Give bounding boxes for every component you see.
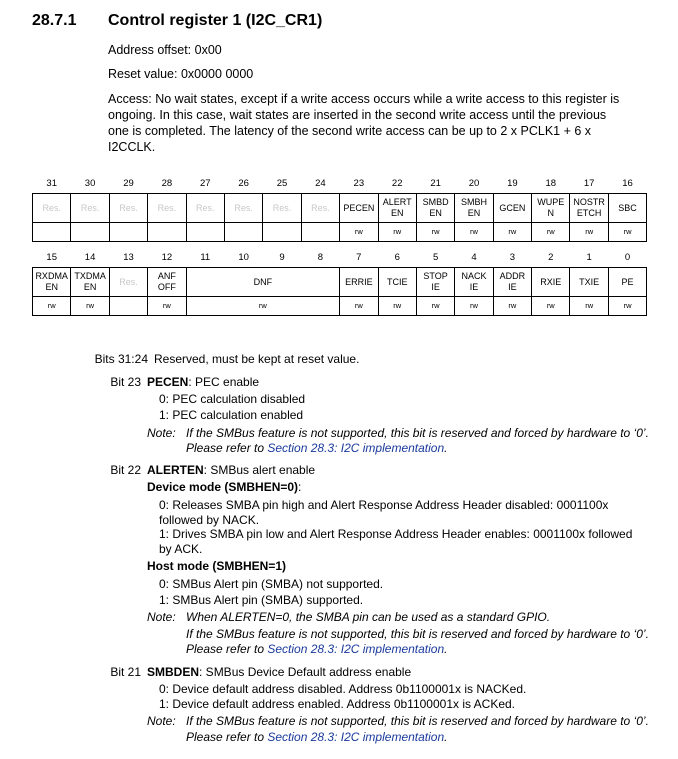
host-mode-label: Host mode (SMBHEN=1) bbox=[147, 559, 287, 573]
register-field bbox=[493, 268, 531, 297]
bit-number: 21 bbox=[430, 178, 441, 189]
access-type bbox=[263, 223, 301, 242]
field-name-line: IE bbox=[431, 282, 440, 292]
bit-number: 8 bbox=[317, 252, 324, 263]
bit-number: 30 bbox=[84, 178, 96, 189]
bit-number: 1 bbox=[586, 252, 592, 263]
bit-number: 2 bbox=[548, 252, 554, 263]
bit-option: followed by NACK. bbox=[159, 513, 260, 527]
bit-title: : PEC enable bbox=[188, 375, 260, 389]
bit-option: 0: SMBus Alert pin (SMBA) not supported. bbox=[159, 577, 384, 591]
register-field bbox=[608, 194, 646, 223]
bit-option: 1: PEC calculation enabled bbox=[159, 408, 304, 422]
reserved-field bbox=[109, 194, 147, 223]
bit-number: 28 bbox=[161, 178, 173, 189]
bit-option: 0: Releases SMBA pin high and Alert Response Address Header disabled: 0001100x bbox=[159, 498, 609, 512]
bit-heading bbox=[147, 462, 315, 478]
access-type: rw bbox=[570, 297, 608, 316]
section-link[interactable]: Section 28.3: I2C implementation bbox=[267, 441, 445, 455]
note-prefix: Please refer to bbox=[186, 642, 268, 656]
field-name-line: IE bbox=[508, 282, 517, 292]
field-name-line: EN bbox=[83, 282, 97, 292]
note-text: If the SMBus feature is not supported, this bit is reserved and forced by hardware to ‘0’. bbox=[186, 627, 649, 641]
bit-title: : SMBus alert enable bbox=[203, 463, 316, 477]
field-name-line: EN bbox=[45, 282, 58, 292]
reserved-field bbox=[186, 194, 224, 223]
field-name-line: SMBD bbox=[422, 197, 449, 207]
access-type: rw bbox=[340, 223, 378, 242]
note-suffix: . bbox=[444, 441, 448, 455]
access-type bbox=[33, 223, 71, 242]
access-type bbox=[148, 223, 186, 242]
field-name-line: NOSTR bbox=[573, 197, 605, 207]
register-table-low bbox=[32, 248, 647, 316]
bit-number: 19 bbox=[507, 178, 518, 189]
register-field bbox=[532, 194, 570, 223]
note-text: If the SMBus feature is not supported, this bit is reserved and forced by hardware to ‘0’. bbox=[186, 714, 649, 728]
colon: : bbox=[298, 480, 302, 494]
note-text: When ALERTEN=0, the SMBA pin can be used as a standard GPIO. bbox=[186, 610, 551, 624]
field-name-line: ANF bbox=[157, 271, 176, 281]
section-link[interactable]: Section 28.3: I2C implementation bbox=[267, 642, 445, 656]
register-field bbox=[340, 268, 378, 297]
access-type: rw bbox=[455, 297, 493, 316]
field-name-line: Res. bbox=[234, 202, 253, 213]
access-line: I2CCLK. bbox=[108, 140, 156, 154]
reserved-field bbox=[33, 194, 71, 223]
reserved-field bbox=[148, 194, 186, 223]
access-type: rw bbox=[71, 297, 109, 316]
reserved-field bbox=[224, 194, 262, 223]
access-type: rw bbox=[455, 223, 493, 242]
bit-number: 7 bbox=[356, 252, 362, 263]
bit-number: 17 bbox=[583, 178, 595, 189]
field-name-line: ADDR bbox=[499, 271, 526, 281]
bit-name: PECEN bbox=[147, 375, 189, 389]
field-name-line: NACK bbox=[461, 271, 487, 281]
access-type: rw bbox=[378, 297, 416, 316]
register-field bbox=[455, 268, 493, 297]
section-link[interactable]: Section 28.3: I2C implementation bbox=[267, 730, 445, 744]
field-name-line: EN bbox=[429, 208, 442, 218]
note-prefix: Please refer to bbox=[186, 730, 268, 744]
note-text bbox=[186, 641, 447, 657]
access-type bbox=[301, 223, 339, 242]
bit-number: 31 bbox=[46, 178, 57, 189]
access-row bbox=[33, 223, 647, 242]
field-name-line: OFF bbox=[157, 282, 176, 292]
bit-number: 10 bbox=[238, 252, 249, 263]
bit-number: 16 bbox=[622, 178, 633, 189]
field-name-line: SMBH bbox=[460, 197, 487, 207]
bit-title: : SMBus Device Default address enable bbox=[199, 665, 412, 679]
bit-number: 14 bbox=[84, 252, 96, 263]
bits-label: Bits 31:24 bbox=[94, 352, 148, 366]
register-field bbox=[71, 268, 109, 297]
bit-number: 11 bbox=[200, 252, 211, 263]
bit-option: 1: SMBus Alert pin (SMBA) supported. bbox=[159, 593, 364, 607]
field-name-line: RXIE bbox=[540, 276, 562, 287]
register-field bbox=[455, 194, 493, 223]
field-name-line: Res. bbox=[272, 202, 292, 213]
bit-number: 22 bbox=[391, 178, 403, 189]
access-type: rw bbox=[340, 297, 378, 316]
bit-label: Bit 23 bbox=[110, 375, 141, 389]
field-name-line: ALERT bbox=[382, 197, 412, 207]
field-name-line: STOP bbox=[423, 271, 448, 281]
bit-heading bbox=[147, 664, 411, 680]
access-line: ongoing. In this case, wait states are inserted in the second write access until the previous bbox=[108, 108, 607, 122]
register-field bbox=[378, 268, 416, 297]
access-type: rw bbox=[186, 297, 340, 316]
access-type: rw bbox=[416, 223, 454, 242]
field-name-row bbox=[33, 268, 647, 297]
field-name-line: SBC bbox=[618, 202, 637, 213]
note-prefix: Please refer to bbox=[186, 441, 268, 455]
field-name-line: TXDMA bbox=[74, 271, 106, 281]
field-name-line: GCEN bbox=[499, 202, 526, 213]
bit-number: 5 bbox=[432, 252, 439, 263]
field-name-line: DNF bbox=[253, 276, 273, 287]
field-name-line: Res. bbox=[196, 202, 215, 213]
mode-heading bbox=[147, 479, 301, 495]
field-name-line: IE bbox=[469, 282, 479, 292]
field-name-line: Res. bbox=[42, 202, 61, 213]
bit-heading bbox=[147, 374, 259, 390]
field-name-line: EN bbox=[467, 208, 481, 218]
reset-value: Reset value: 0x0000 0000 bbox=[108, 67, 254, 81]
bit-number: 13 bbox=[123, 252, 134, 263]
bit-number: 9 bbox=[279, 252, 285, 263]
field-name-line: Res. bbox=[80, 202, 100, 213]
note-suffix: . bbox=[444, 730, 448, 744]
bit-number: 24 bbox=[315, 178, 326, 189]
bit-number: 26 bbox=[238, 178, 249, 189]
access-type: rw bbox=[532, 223, 570, 242]
bit-number: 20 bbox=[468, 178, 480, 189]
bit-label: Bit 21 bbox=[110, 665, 141, 679]
bit-number: 3 bbox=[509, 252, 516, 263]
register-field bbox=[416, 268, 454, 297]
register-field bbox=[340, 194, 378, 223]
bit-option: 1: Drives SMBA pin low and Alert Response Address Header enables: 0001100x followed bbox=[159, 527, 633, 541]
field-name-line: ETCH bbox=[576, 208, 602, 218]
access-type bbox=[71, 223, 109, 242]
register-field bbox=[532, 268, 570, 297]
register-field bbox=[608, 268, 646, 297]
access-type: rw bbox=[148, 297, 186, 316]
reserved-field bbox=[301, 194, 339, 223]
bit-number: 29 bbox=[123, 178, 134, 189]
bit-number: 18 bbox=[545, 178, 557, 189]
register-field bbox=[33, 268, 71, 297]
reserved-field bbox=[263, 194, 301, 223]
bit-number: 0 bbox=[624, 252, 631, 263]
bit-number: 27 bbox=[199, 178, 211, 189]
access-type bbox=[224, 223, 262, 242]
bit-number: 6 bbox=[394, 252, 400, 263]
bit-number: 4 bbox=[471, 252, 477, 263]
field-name-row bbox=[33, 194, 647, 223]
note-text: If the SMBus feature is not supported, this bit is reserved and forced by hardware to ‘0’. bbox=[186, 426, 649, 440]
register-field bbox=[570, 194, 608, 223]
address-offset: Address offset: 0x00 bbox=[108, 43, 222, 57]
access-line: Access: No wait states, except if a write access occurs while a write access to this register is bbox=[108, 92, 620, 106]
field-name-line: PE bbox=[621, 276, 634, 287]
access-type: rw bbox=[416, 297, 454, 316]
note-text bbox=[186, 440, 447, 456]
note-label: Note: bbox=[147, 610, 176, 624]
reserved-field bbox=[71, 194, 109, 223]
reserved-field bbox=[109, 268, 147, 297]
bit-number-row bbox=[33, 174, 647, 194]
field-name-line: TCIE bbox=[386, 276, 408, 287]
field-name-line: RXDMA bbox=[35, 271, 68, 281]
field-name-line: PECEN bbox=[343, 202, 375, 213]
bit-number: 15 bbox=[46, 252, 57, 263]
register-field bbox=[378, 194, 416, 223]
access-line: one is completed. The latency of the second write access can be up to 2 x PCLK1 + 6 x bbox=[108, 124, 592, 138]
bit-number: 25 bbox=[276, 178, 288, 189]
access-row bbox=[33, 297, 647, 316]
access-type bbox=[109, 297, 147, 316]
note-label: Note: bbox=[147, 714, 176, 728]
bit-label: Bit 22 bbox=[110, 463, 141, 477]
bits-text: Reserved, must be kept at reset value. bbox=[154, 352, 360, 366]
access-type bbox=[109, 223, 147, 242]
register-table-high bbox=[32, 174, 647, 242]
field-name-line: Res. bbox=[119, 276, 138, 287]
register-field bbox=[148, 268, 186, 297]
access-description bbox=[108, 91, 653, 155]
bit-name: SMBDEN bbox=[147, 665, 200, 679]
access-type bbox=[186, 223, 224, 242]
field-name-line: Res. bbox=[157, 202, 177, 213]
field-name-line: WUPE bbox=[537, 197, 565, 207]
field-name-line: ERRIE bbox=[345, 276, 373, 287]
access-type: rw bbox=[378, 223, 416, 242]
register-field bbox=[570, 268, 608, 297]
note-text bbox=[186, 729, 447, 745]
field-name-line: N bbox=[547, 208, 555, 218]
access-type: rw bbox=[493, 223, 531, 242]
bit-option: 0: Device default address disabled. Address 0b1100001x is NACKed. bbox=[159, 682, 527, 696]
bit-number: 12 bbox=[161, 252, 173, 263]
bit-option: 0: PEC calculation disabled bbox=[159, 392, 306, 406]
access-type: rw bbox=[493, 297, 531, 316]
bit-number: 23 bbox=[353, 178, 365, 189]
access-type: rw bbox=[608, 297, 646, 316]
access-type: rw bbox=[33, 297, 71, 316]
register-field bbox=[493, 194, 531, 223]
field-name-line: EN bbox=[390, 208, 404, 218]
bit-number-row bbox=[33, 248, 647, 268]
note-label: Note: bbox=[147, 426, 176, 440]
field-name-line: Res. bbox=[119, 202, 138, 213]
field-name-line: TXIE bbox=[579, 276, 600, 287]
access-type: rw bbox=[570, 223, 608, 242]
device-mode-label: Device mode (SMBHEN=0) bbox=[147, 480, 299, 494]
bit-option: 1: Device default address enabled. Address 0b1100001x is ACKed. bbox=[159, 697, 516, 711]
field-name-line: Res. bbox=[311, 202, 330, 213]
bit-name: ALERTEN bbox=[147, 463, 204, 477]
section-number: 28.7.1 bbox=[32, 12, 77, 29]
note-suffix: . bbox=[444, 642, 448, 656]
access-type: rw bbox=[608, 223, 646, 242]
bit-option: by ACK. bbox=[159, 542, 203, 556]
register-field bbox=[186, 268, 340, 297]
section-title: Control register 1 (I2C_CR1) bbox=[108, 12, 323, 29]
register-field bbox=[416, 194, 454, 223]
access-type: rw bbox=[532, 297, 570, 316]
